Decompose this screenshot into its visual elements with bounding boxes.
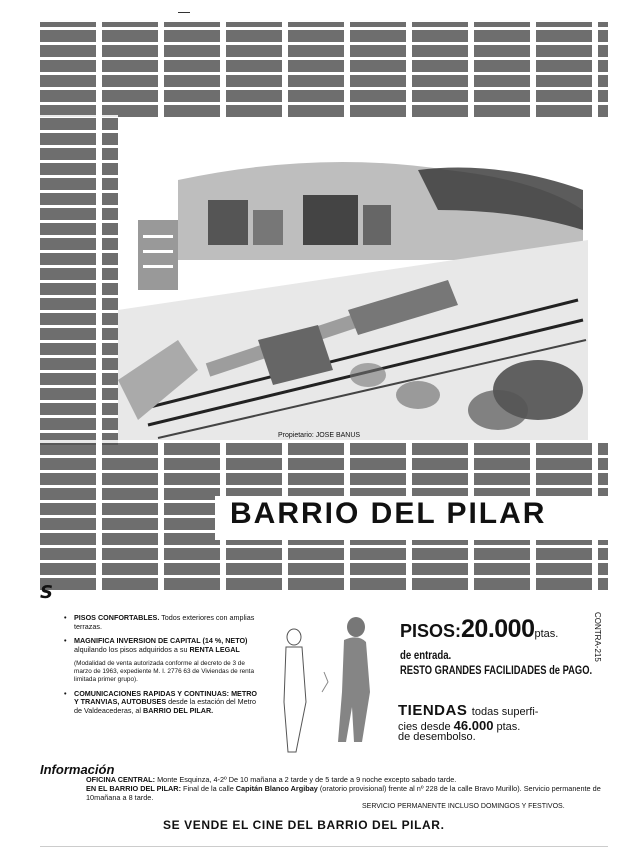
feature-item-inversion-text: alquilando los pisos adquiridos a su [74,644,188,654]
tiendas-desc: todas superfi- [471,706,539,718]
feature-item-inversion-title: MAGNIFICA INVERSION DE CAPITAL (14 %, NETO) [74,636,248,646]
feature-item-pisos [64,614,260,631]
couple-sketch-illustration [266,612,384,762]
bottom-divider [40,846,608,847]
brick-wall-left [40,115,118,445]
entrada-text: de entrada. [400,648,452,662]
headline: BARRIO DEL PILAR [230,497,547,530]
barrio-text: Final de la calle [183,784,234,793]
neighborhood-illustration [118,140,588,440]
feature-item-comunicaciones-title: COMUNICACIONES RAPIDAS Y CONTINUAS: METRO Y TRANVIAS, AUTOBUSES [74,688,258,707]
info-title: Información [40,762,115,777]
footer-cine-notice: SE VENDE EL CINE DEL BARRIO DEL PILAR. [163,818,445,832]
office-line [86,775,606,784]
feature-item-comunicaciones-tail: BARRIO DEL PILAR. [143,705,214,715]
feature-list [64,614,260,722]
feature-item-comunicaciones-text: desde la estación del Metro de Valdeacederas, al [74,697,257,715]
barrio-text2: (oratorio provisional) frente al nº 228 de la calle Bravo Murillo). Servicio permanente de 10mañana a 8 tarde. [86,784,601,802]
barrio-line [86,784,606,802]
barrio-label: EN EL BARRIO DEL PILAR: [86,784,182,793]
payment-terms: RESTO GRANDES FACILIDADES de PAGO. [400,663,593,677]
page-mark [178,12,190,13]
feature-item-inversion-tail: RENTA LEGAL [189,644,240,654]
legal-note: (Modalidad de venta autorizada conforme al decreto de 3 de marzo de 1963, expediente M. I. 2776 63 de Viviendas de renta limitada primer grupo). [74,660,255,683]
tiendas-amount: 46.000 [453,718,494,733]
side-code: CONTRA-215 [593,612,602,662]
pisos-label: PISOS: [400,621,462,641]
pisos-unit: ptas. [534,628,559,640]
bullet-icon: • [64,613,67,622]
pisos-amount: 20.000 [461,615,535,643]
feature-item-comunicaciones [64,690,260,716]
side-mark: S [40,582,53,603]
bullet-icon: • [64,688,67,698]
tiendas-label: TIENDAS [398,702,468,719]
feature-item-pisos-title: PISOS CONFORTABLES. [74,613,160,622]
tiendas-desc2: cies desde [398,721,451,733]
bullet-icon: • [64,636,67,646]
office-text: Monte Esquinza, 4-2º De 10 mañana a 2 tarde y de 5 tarde a 9 noche excepto sabado tarde. [157,775,457,784]
barrio-street: Capitán Blanco Argibay [235,784,318,793]
pisos-price [400,615,558,644]
feature-item-pisos-text: Todos exteriores con amplias terrazas. [74,613,255,631]
office-label: OFICINA CENTRAL: [86,775,156,784]
feature-item-inversion [64,637,260,654]
tiendas-unit: ptas. [496,721,521,733]
tiendas-desc3: de desembolso. [398,731,476,743]
info-block [86,775,606,802]
brick-wall-top [40,22,608,117]
service-note: SERVICIO PERMANENTE INCLUSO DOMINGOS Y FESTIVOS. [362,803,565,810]
owner-caption: Propietario: JOSE BANUS [278,432,361,439]
